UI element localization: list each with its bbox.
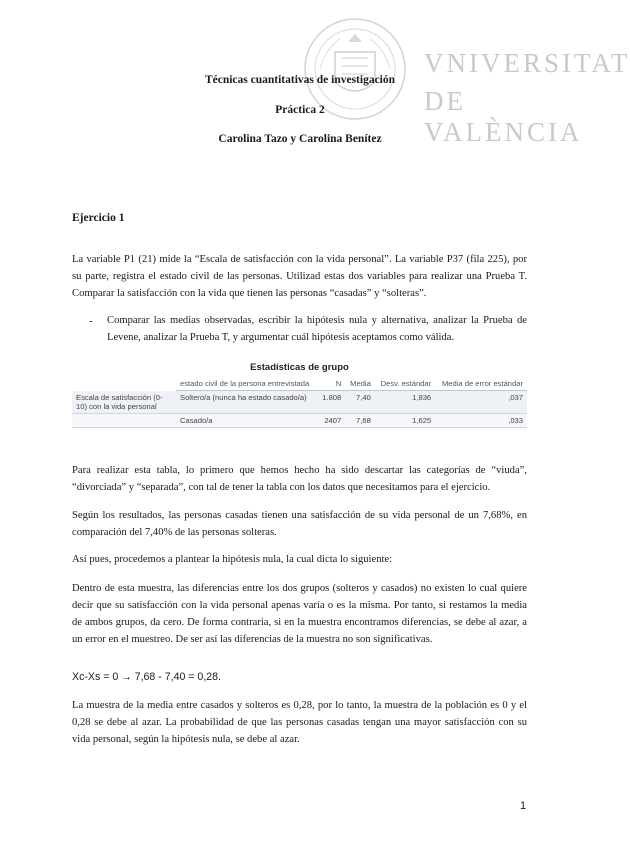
logo-text-line2: DE VALÈNCIA: [424, 86, 583, 147]
table-header-row: [72, 377, 527, 391]
paragraph-table-method: Para realizar esta tabla, lo primero que hemos hecho ha sido descartar las categorías de “viuda”, “divorciada” y “separada”, con tal de tener la tabla con los datos que necesitamos para el ejercicio.: [72, 465, 527, 493]
paragraph-null-hypothesis: Dentro de esta muestra, las diferencias entre los dos grupos (solteros y casados) no existen lo cual quiere decir que su satisfacción con la vida personal apenas varía o es la misma. Por tanto, si restamos la media de ambos grupos, da cero. De forma contraria, si en la muestra encontramos diferencias, se debe al azar, a un error en el muestreo. De ser así las diferencias de la muestra no son significativas.: [72, 583, 527, 645]
page-number: 1: [520, 800, 527, 812]
table-cell-mean: 7,40: [345, 391, 375, 414]
table-header-n: N: [317, 377, 345, 391]
table-cell-group: Casado/a: [176, 413, 317, 427]
equation-line: Xc-Xs = 0 → 7,68 - 7,40 = 0,28.: [72, 671, 221, 683]
table-cell-se: ,033: [435, 413, 527, 427]
group-statistics-table: [72, 362, 527, 428]
table-cell-sd: 1,625: [375, 413, 435, 427]
table-header-group: estado civil de la persona entrevistada: [176, 377, 317, 391]
table-header-empty: [72, 377, 176, 391]
table-row: [72, 391, 527, 414]
table-cell-mean: 7,68: [345, 413, 375, 427]
table-header-mean: Media: [345, 377, 375, 391]
table-header-sd: Desv. estándar: [375, 377, 435, 391]
paragraph-conclusion: La muestra de la media entre casados y solteros es 0,28, por lo tanto, la muestra de la población es 0 y el 0,28 se debe al azar. La probabilidad de que las personas casadas tengan una mayor satisfacción con su vida personal, según la hipótesis nula, se debe al azar.: [72, 700, 527, 745]
paragraph-results: Según los resultados, las personas casadas tienen una satisfacción de su vida personal de un 7,68%, en comparación del 7,40% de las personas solteras.: [72, 510, 527, 538]
table-row: [72, 413, 527, 427]
document-authors: Carolina Tazo y Carolina Benítez: [218, 133, 382, 145]
bullet-marker: -: [89, 316, 93, 327]
paragraph-hypothesis-intro: Así pues, procedemos a plantear la hipótesis nula, la cual dicta lo siguiente:: [72, 554, 393, 565]
table-row-label: Escala de satisfacción (0-10) con la vida personal: [72, 391, 176, 414]
table-cell-sd: 1,836: [375, 391, 435, 414]
table-row-label-empty: [72, 413, 176, 427]
table-title: Estadísticas de grupo: [250, 362, 349, 373]
document-subtitle: Práctica 2: [275, 104, 325, 116]
table-header-se: Media de error estándar: [435, 377, 527, 391]
table-cell-group: Soltero/a (nunca ha estado casado/a): [176, 391, 317, 414]
stats-table: [72, 377, 527, 428]
document-title: Técnicas cuantitativas de investigación: [204, 74, 396, 86]
intro-paragraph: La variable P1 (21) mide la “Escala de satisfacción con la vida personal”. La variable P37 (fila 225), por su parte, registra el estado civil de las personas. Utilizad estas dos variables para realizar una Prueba T. Comparar la satisfacción con la vida que tienen las personas “casadas” y “solteras”.: [72, 254, 527, 299]
logo-text-line1: VNIVERSITAT: [424, 48, 630, 78]
table-cell-n: 1.808: [317, 391, 345, 414]
bullet-text: Comparar las medias observadas, escribir la hipótesis nula y alternativa, analizar la Prueba de Levene, analizar la Prueba T, y argumentar cuál hipótesis aceptamos como válida.: [107, 315, 527, 343]
table-cell-se: ,037: [435, 391, 527, 414]
table-cell-n: 2407: [317, 413, 345, 427]
exercise-title: Ejercicio 1: [72, 212, 125, 224]
